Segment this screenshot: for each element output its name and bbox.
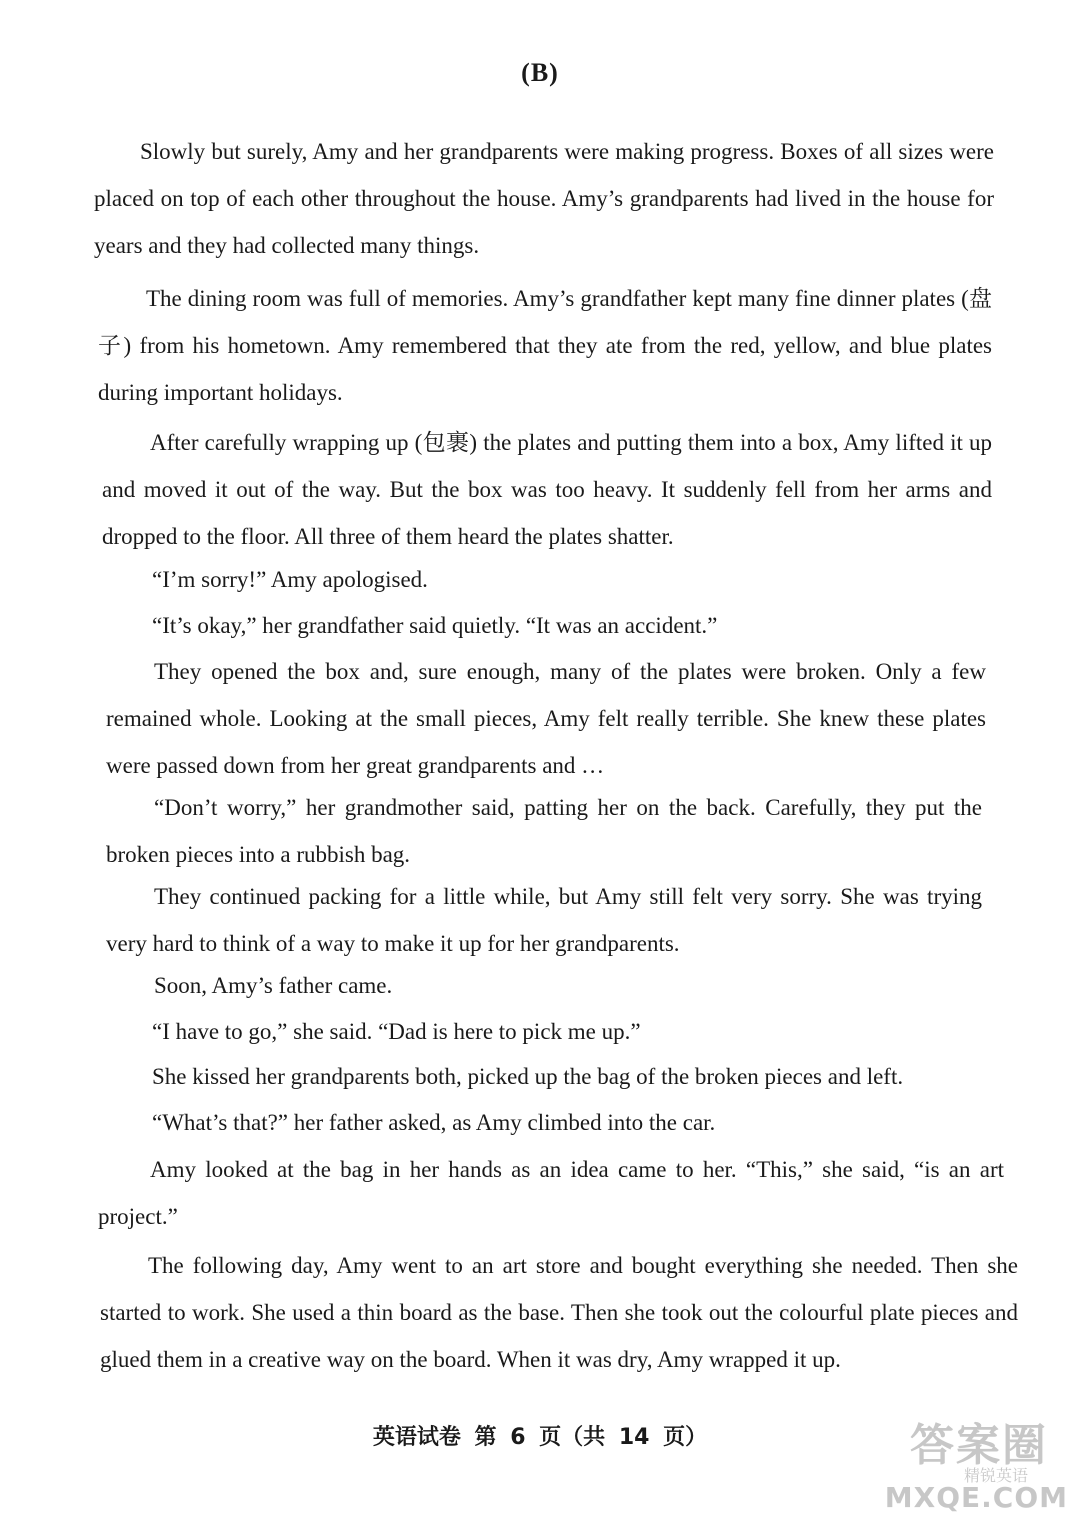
paragraph-12: “What’s that?” her father asked, as Amy climbed into the car. [152,1110,716,1135]
paragraph-10: “I have to go,” she said. “Dad is here to pick me up.” [152,1019,641,1044]
paragraph-1: Slowly but surely, Amy and her grandparents were making progress. Boxes of all sizes were placed on top of each other throughout the house. Amy’s grandparents had lived in the house for years and they had collected many things. [94,139,994,258]
paragraph-9: Soon, Amy’s father came. [154,973,393,998]
paragraph-8: They continued packing for a little while, but Amy still felt very sorry. She was trying very hard to think of a way to make it up for her grandparents. [106,884,982,956]
paragraph-5: “It’s okay,” her grandfather said quietly. “It was an accident.” [152,613,718,638]
watermark-subtitle: 精锐英语 [963,1466,1028,1485]
paragraph-6: They opened the box and, sure enough, many of the plates were broken. Only a few remained whole. Looking at the small pieces, Amy felt really terrible. She knew these plates were passed down from her great grandparents and … [106,659,986,778]
watermark [884,1409,1068,1519]
paragraph-7: “Don’t worry,” her grandmother said, patting her on the back. Carefully, they put the broken pieces into a rubbish bag. [106,795,982,867]
paragraph-3: After carefully wrapping up (包裹) the plates and putting them into a box, Amy lifted it up and moved it out of the way. But the box was too heavy. It suddenly fell from her arms and dropped to the floor. All three of them heard the plates shatter. [102,430,992,549]
paragraph-11: She kissed her grandparents both, picked up the bag of the broken pieces and left. [152,1064,904,1089]
watermark-logo: 答案圈 [910,1420,1048,1471]
paragraph-14: The following day, Amy went to an art store and bought everything she needed. Then she started to work. She used a thin board as the base. Then she took out the colourful plate pieces and glued them in a creative way on the board. When it was dry, Amy wrapped it up. [100,1253,1018,1372]
paragraph-4: “I’m sorry!” Amy apologised. [152,567,428,592]
page-footer: 英语试卷 第 6 页（共 14 页） [372,1425,708,1450]
section-title: (B) [521,58,559,87]
paragraph-2: The dining room was full of memories. Amy’s grandfather kept many fine dinner plates (盘子) from his hometown. Amy remembered that they ate from the red, yellow, and blue plates during important holidays. [98,286,992,405]
paragraph-13: Amy looked at the bag in her hands as an idea came to her. “This,” she said, “is an art project.” [98,1157,1004,1229]
watermark-url: MXQE.COM [884,1481,1068,1514]
